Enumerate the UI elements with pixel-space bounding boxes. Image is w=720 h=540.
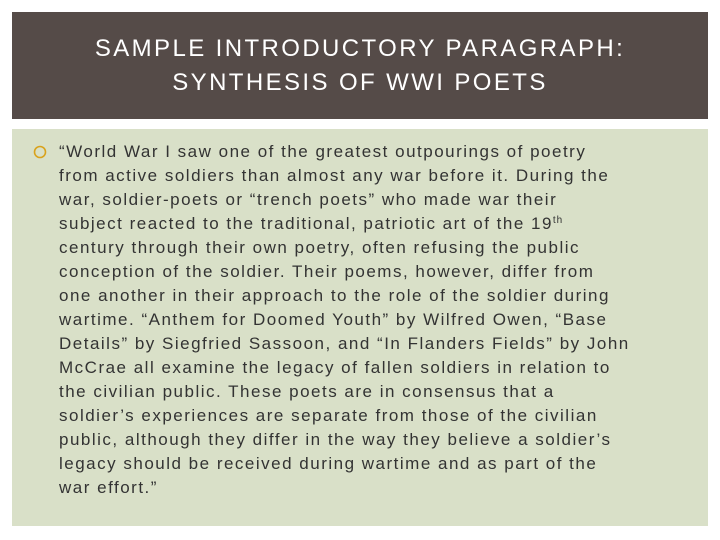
paragraph-line: from active soldiers than almost any war before it. During the bbox=[59, 166, 610, 185]
paragraph-line-text: subject reacted to the traditional, patriotic art of the 19 bbox=[59, 214, 553, 233]
hollow-circle-bullet-icon bbox=[33, 143, 53, 163]
body-paragraph bbox=[59, 140, 699, 500]
paragraph-line: wartime. “Anthem for Doomed Youth” by Wilfred Owen, “Base bbox=[59, 310, 608, 329]
paragraph-line: “World War I saw one of the greatest outpourings of poetry bbox=[59, 142, 587, 161]
ordinal-superscript: th bbox=[552, 215, 564, 226]
paragraph-line: the civilian public. These poets are in consensus that a bbox=[59, 382, 555, 401]
paragraph-line: war, soldier-poets or “trench poets” who made war their bbox=[59, 190, 558, 209]
paragraph-line: Details” by Siegfried Sassoon, and “In Flanders Fields” by John bbox=[59, 334, 630, 353]
paragraph-line: public, although they differ in the way they believe a soldier’s bbox=[59, 430, 612, 449]
paragraph-line: legacy should be received during wartime and as part of the bbox=[59, 454, 598, 473]
paragraph-line-with-superscript bbox=[59, 212, 699, 236]
paragraph-line: one another in their approach to the role of the soldier during bbox=[59, 286, 610, 305]
paragraph-line: soldier’s experiences are separate from those of the civilian bbox=[59, 406, 598, 425]
paragraph-line: century through their own poetry, often refusing the public bbox=[59, 238, 580, 257]
title-line-1: SAMPLE INTRODUCTORY PARAGRAPH: bbox=[94, 34, 626, 62]
paragraph-line: conception of the soldier. Their poems, however, differ from bbox=[59, 262, 595, 281]
paragraph-line: war effort.” bbox=[59, 478, 158, 497]
title-line-2: SYNTHESIS OF WWI POETS bbox=[172, 68, 548, 96]
paragraph-line: McCrae all examine the legacy of fallen soldiers in relation to bbox=[59, 358, 611, 377]
title-bar bbox=[12, 12, 708, 119]
